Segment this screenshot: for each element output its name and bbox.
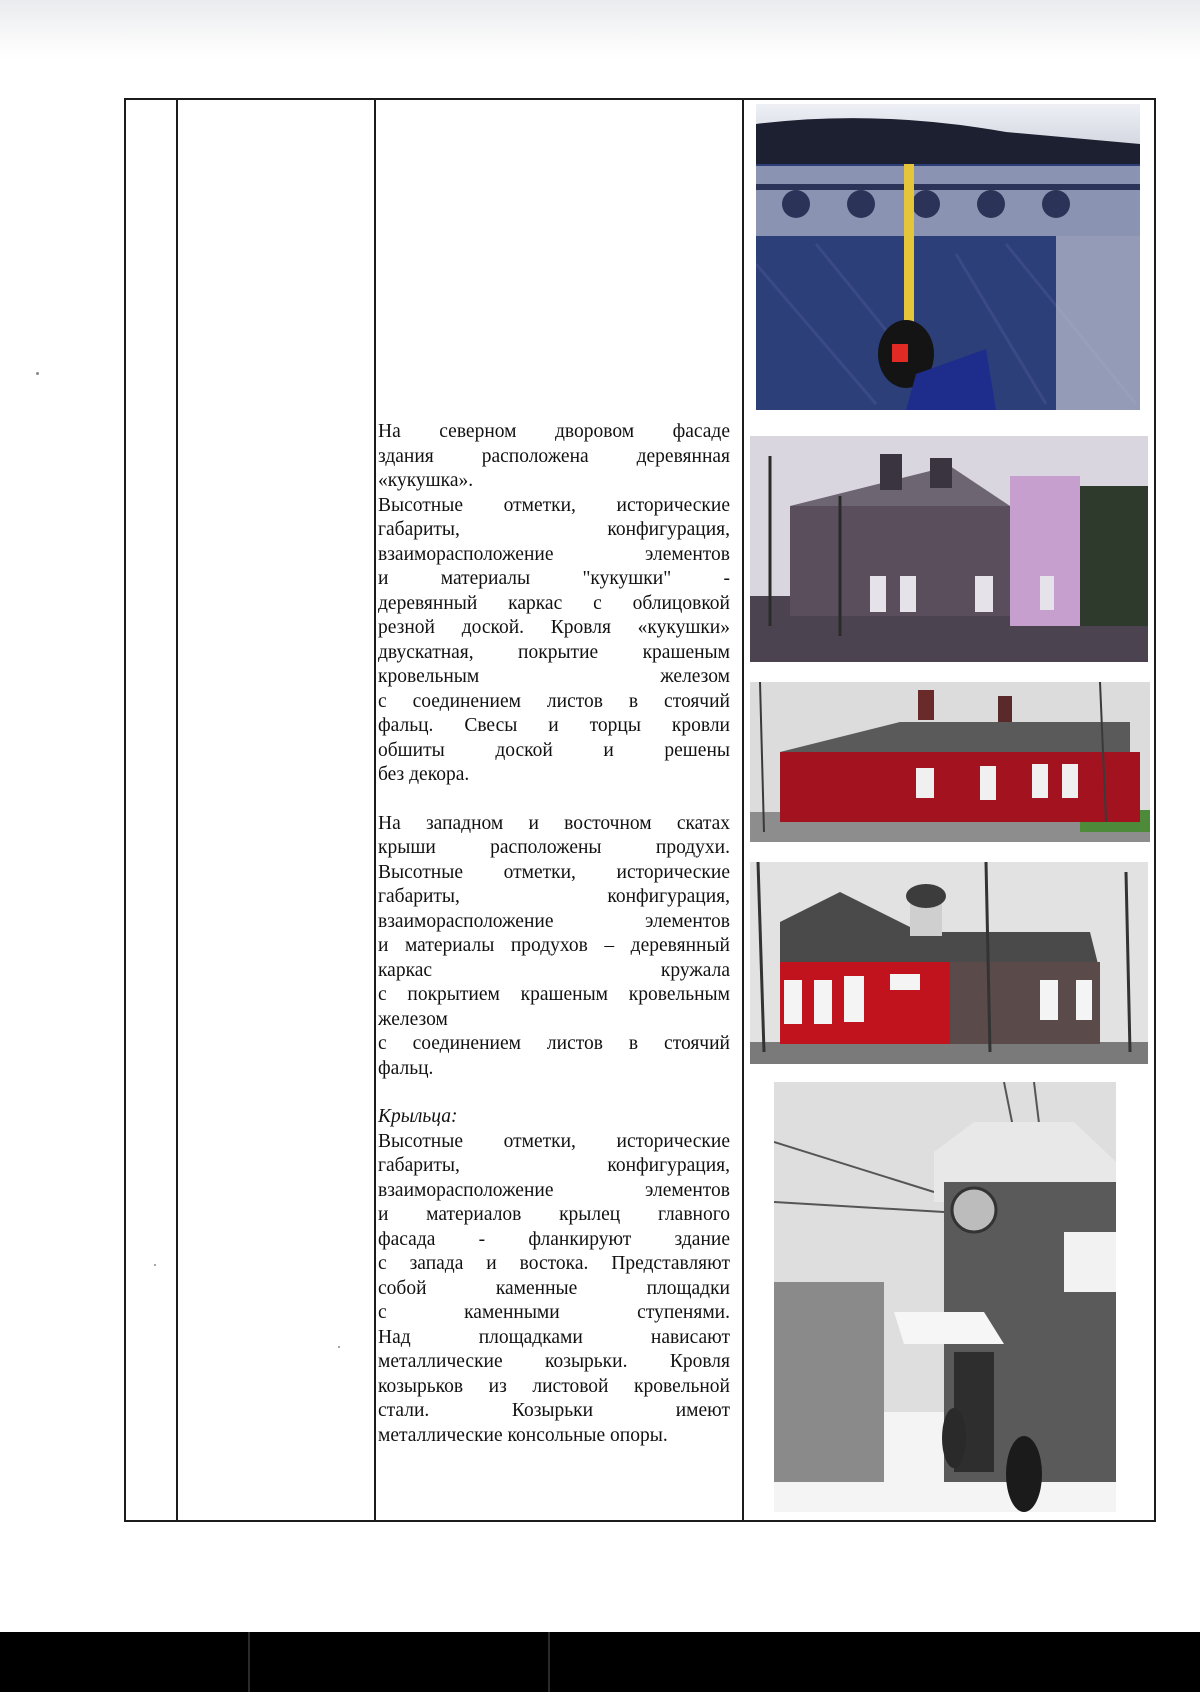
photo-red-house-corner <box>750 862 1148 1064</box>
text-line: крыши расположены продухи. <box>378 837 730 858</box>
table-column-divider <box>176 100 178 1520</box>
text-line: фальц. Свесы и торцы кровли <box>378 715 730 736</box>
photo-red-house-side <box>750 682 1150 842</box>
text-line: габариты, конфигурация, <box>378 886 730 907</box>
text-line: На северном дворовом фасаде <box>378 421 730 442</box>
text-line: габариты, конфигурация, <box>378 1155 730 1176</box>
text-line: с запада и востока. Представляют <box>378 1253 730 1274</box>
text-line: и материалов крылец главного <box>378 1204 730 1225</box>
carved-eave-detail-photo <box>756 104 1140 410</box>
paragraph-cuckoo <box>378 420 730 788</box>
text-line: взаиморасположение элементов <box>378 543 730 565</box>
winter-porch-photo <box>774 1082 1116 1512</box>
red-house-corner-photo <box>750 862 1148 1064</box>
scan-speck <box>36 372 39 375</box>
text-line: двускатная, покрытие крашеным <box>378 641 730 663</box>
paragraph-porches <box>378 1105 730 1448</box>
photo-historic-house <box>750 436 1148 662</box>
text-line: «кукушка». <box>378 470 474 491</box>
section-heading-porches: Крыльца: <box>378 1106 458 1127</box>
paragraph-vents <box>378 812 730 1082</box>
text-line: собой каменные площадки <box>378 1277 730 1299</box>
text-line: с соединением листов в стоячий <box>378 690 730 712</box>
text-line: с каменными ступенями. <box>378 1302 730 1323</box>
text-line: фальц. <box>378 1057 434 1079</box>
scan-bottom-edge <box>0 1632 1200 1692</box>
text-line: взаиморасположение элементов <box>378 1179 730 1201</box>
text-line: обшиты доской и решены <box>378 739 730 761</box>
text-line: Высотные отметки, исторические <box>378 1130 730 1152</box>
text-line: деревянный каркас с облицовкой <box>378 592 730 614</box>
text-line: с соединением листов в стоячий <box>378 1033 730 1054</box>
text-line: фасада - фланкируют здание <box>378 1228 730 1250</box>
text-line: Над площадками нависают <box>378 1326 730 1348</box>
text-line: и материалы продухов – деревянный <box>378 935 730 956</box>
text-line: взаиморасположение элементов <box>378 910 730 932</box>
text-line: железом <box>378 1008 448 1030</box>
text-line: кровельным железом <box>378 666 730 687</box>
text-line: Высотные отметки, исторические <box>378 494 730 516</box>
photo-cuckoo-detail <box>756 104 1140 410</box>
scan-top-margin <box>0 0 1200 60</box>
historic-house-photo <box>750 436 1148 662</box>
text-line: На западном и восточном скатах <box>378 812 730 834</box>
text-line: с покрытием крашеным кровельным <box>378 984 730 1005</box>
red-house-side-photo <box>750 682 1150 842</box>
scan-artifact-line <box>548 1632 550 1692</box>
text-line: и материалы "кукушки" - <box>378 568 730 589</box>
text-line: здания расположена деревянная <box>378 445 730 467</box>
text-line: без декора. <box>378 764 470 785</box>
text-line: каркас кружала <box>378 959 730 981</box>
text-line: металлические консольные опоры. <box>378 1424 668 1446</box>
scan-artifact-line <box>248 1632 250 1692</box>
text-line: Высотные отметки, исторические <box>378 861 730 883</box>
table-column-divider <box>374 100 376 1520</box>
photo-winter-porch <box>774 1082 1116 1512</box>
table-column-divider <box>742 100 744 1520</box>
description-cell <box>378 420 730 1472</box>
text-line: козырьков из листовой кровельной <box>378 1375 730 1397</box>
text-line: стали. Козырьки имеют <box>378 1400 730 1421</box>
text-line: резной доской. Кровля «кукушки» <box>378 617 730 638</box>
text-line: металлические козырьки. Кровля <box>378 1351 730 1372</box>
text-line: габариты, конфигурация, <box>378 519 730 540</box>
